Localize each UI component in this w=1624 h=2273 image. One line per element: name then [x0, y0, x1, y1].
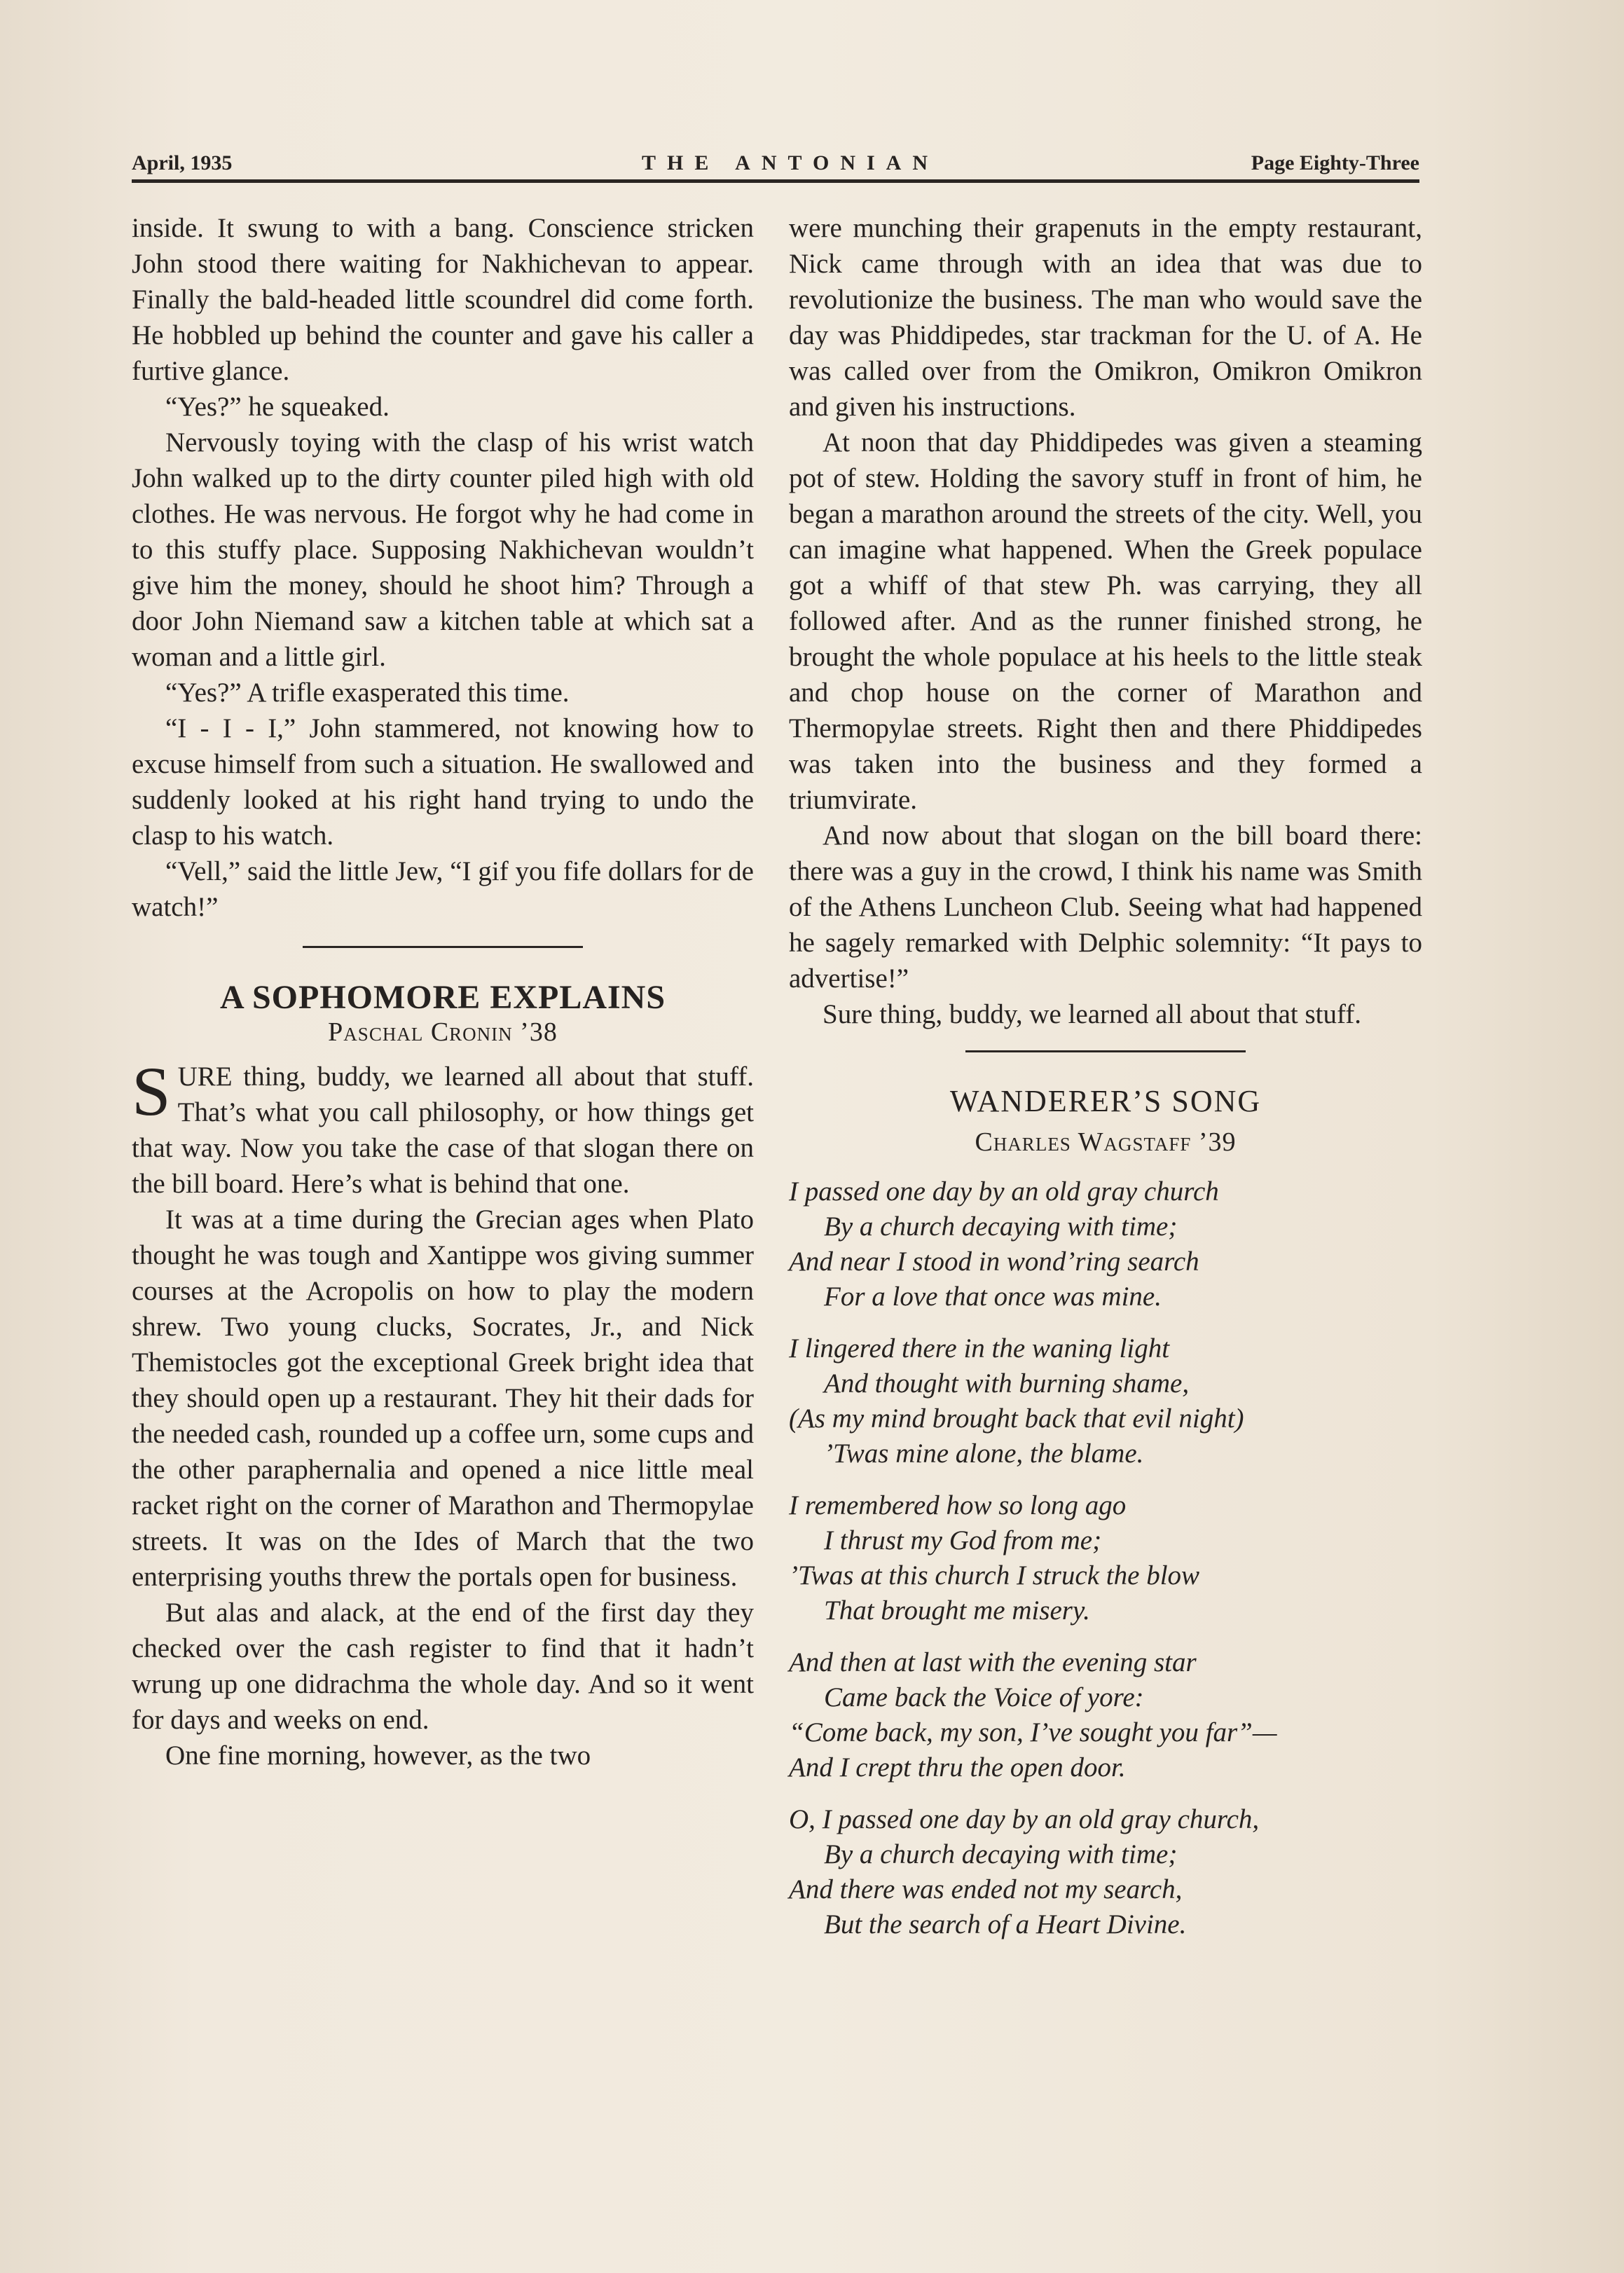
- article-paragraph: It was at a time during the Grecian ages when Plato thought he was tough and Xantippe wos giving summer courses at the Acropolis on how to play the modern shrew. Two young clucks, Socrates, Jr., and Nick Themistocles got the exceptional Greek bright idea that they should open up a restaurant. They hit their dads for the needed cash, rounded up a coffee urn, some cups and the other paraphernalia and opened a nice little meal racket right on the corner of Marathon and Thermopylae streets. It was on the Ides of March that the two enterprising youths threw the portals open for business.: [132, 1204, 754, 1592]
- poem-line: Came back the Voice of yore:: [824, 1682, 1144, 1712]
- poem-author: Charles Wagstaff ’39: [975, 1127, 1237, 1157]
- article-paragraph: But alas and alack, at the end of the first day they checked over the cash register to find that it hadn’t wrung up one didrachma the whole day. And so it went for days and weeks on end.: [132, 1598, 754, 1735]
- poem-line: “Come back, my son, I’ve sought you far”—: [789, 1717, 1277, 1747]
- story-paragraph: “I - I - I,” John stammered, not knowing how to excuse himself from such a situation. He swallowed and suddenly looked at his right hand trying to undo the clasp to his watch.: [132, 713, 754, 851]
- story-paragraph: inside. It swung to with a bang. Conscience stricken John stood there waiting for Nakhichevan to appear. Finally the bald-headed little scoundrel did come forth. He hobbled up behind the counter and gave his caller a furtive glance.: [132, 213, 754, 386]
- header-date: April, 1935: [132, 151, 233, 174]
- header-title: THE ANTONIAN: [641, 151, 939, 174]
- poem-line: And then at last with the evening star: [789, 1647, 1197, 1677]
- poem-stanza: [789, 1488, 1422, 1628]
- poem-stanza: [789, 1802, 1422, 1942]
- poem-line: I remembered how so long ago: [789, 1490, 1127, 1520]
- poem-title: WANDERER’S SONG: [949, 1084, 1262, 1118]
- poem-line: That brought me misery.: [824, 1595, 1090, 1626]
- poem-line: By a church decaying with time;: [824, 1211, 1178, 1242]
- poem-line: And thought with burning shame,: [824, 1368, 1190, 1399]
- poem-stanza: [789, 1645, 1422, 1785]
- article-paragraph: At noon that day Phiddipedes was given a steaming pot of stew. Holding the savory stuff in front of him, he began a marathon around the streets of the city. Well, you can imagine what happened. When the Greek populace got a whiff of that stew Ph. was carrying, they all followed after. And as the runner finished strong, he brought the whole populace at his heels to the little steak and chop house on the corner of Marathon and Thermopylae streets. Right then and there Phiddipedes was taken into the business and they formed a triumvirate.: [789, 427, 1422, 815]
- article-paragraph: were munching their grapenuts in the empty restaurant, Nick came through with an idea that was due to revolutionize the business. The man who would save the day was Phiddipedes, star trackman for the U. of A. He was called over from the Omikron, Omikron Omikron and given his instructions.: [789, 213, 1422, 422]
- header-page-number: Page Eighty-Three: [1251, 151, 1419, 174]
- poem-line: O, I passed one day by an old gray church,: [789, 1804, 1260, 1834]
- story-paragraph: “Yes?” A trifle exasperated this time.: [165, 678, 570, 708]
- drop-cap: S: [132, 1052, 171, 1130]
- poem-line: And near I stood in wond’ring search: [789, 1247, 1199, 1277]
- right-column: [789, 210, 1422, 1959]
- story-paragraph: “Vell,” said the little Jew, “I gif you fife dollars for de watch!”: [132, 856, 754, 922]
- article-paragraph: Sure thing, buddy, we learned all about that stuff.: [823, 999, 1361, 1029]
- poem-line: And there was ended not my search,: [789, 1874, 1183, 1904]
- article-paragraph: One fine morning, however, as the two: [165, 1740, 591, 1771]
- poem-stanza: [789, 1174, 1422, 1314]
- article-author: Paschal Cronin ’38: [328, 1017, 558, 1047]
- poem-line: But the search of a Heart Divine.: [824, 1909, 1187, 1939]
- article-title: A SOPHOMORE EXPLAINS: [219, 979, 666, 1016]
- poem-line: I lingered there in the waning light: [789, 1333, 1170, 1364]
- running-header: [132, 149, 1419, 183]
- poem-stanza: [789, 1331, 1422, 1471]
- poem-line: By a church decaying with time;: [824, 1839, 1178, 1869]
- article-first-paragraph-text: URE thing, buddy, we learned all about that stuff. That’s what you call philosophy, or how things get that way. Now you take the case of that slogan there on the bill board. Here’s what is behind that one.: [132, 1062, 754, 1199]
- article-first-paragraph: [132, 1052, 754, 1202]
- poem-line: I passed one day by an old gray church: [789, 1176, 1219, 1207]
- left-column: [132, 210, 754, 1773]
- poem-line: ’Twas mine alone, the blame.: [824, 1438, 1144, 1469]
- story-paragraph: Nervously toying with the clasp of his wrist watch John walked up to the dirty counter piled high with old clothes. He was nervous. He forgot why he had come in to this stuffy place. Supposing Nakhichevan wouldn’t give him the money, should he shoot him? Through a door John Niemand saw a kitchen table at which sat a woman and a little girl.: [132, 427, 754, 672]
- article-paragraph: And now about that slogan on the bill board there: there was a guy in the crowd, I think his name was Smith of the Athens Luncheon Club. Seeing what had happened he sagely remarked with Delphic solemnity: “It pays to advertise!”: [789, 820, 1422, 994]
- poem-line: (As my mind brought back that evil night): [789, 1403, 1244, 1434]
- section-divider: [303, 946, 583, 948]
- poem-line: And I crept thru the open door.: [789, 1752, 1126, 1783]
- poem-line: ’Twas at this church I struck the blow: [789, 1560, 1200, 1591]
- poem-line: I thrust my God from me;: [824, 1525, 1102, 1556]
- poem-line: For a love that once was mine.: [824, 1282, 1162, 1312]
- section-divider: [965, 1050, 1246, 1052]
- story-paragraph: “Yes?” he squeaked.: [165, 392, 390, 422]
